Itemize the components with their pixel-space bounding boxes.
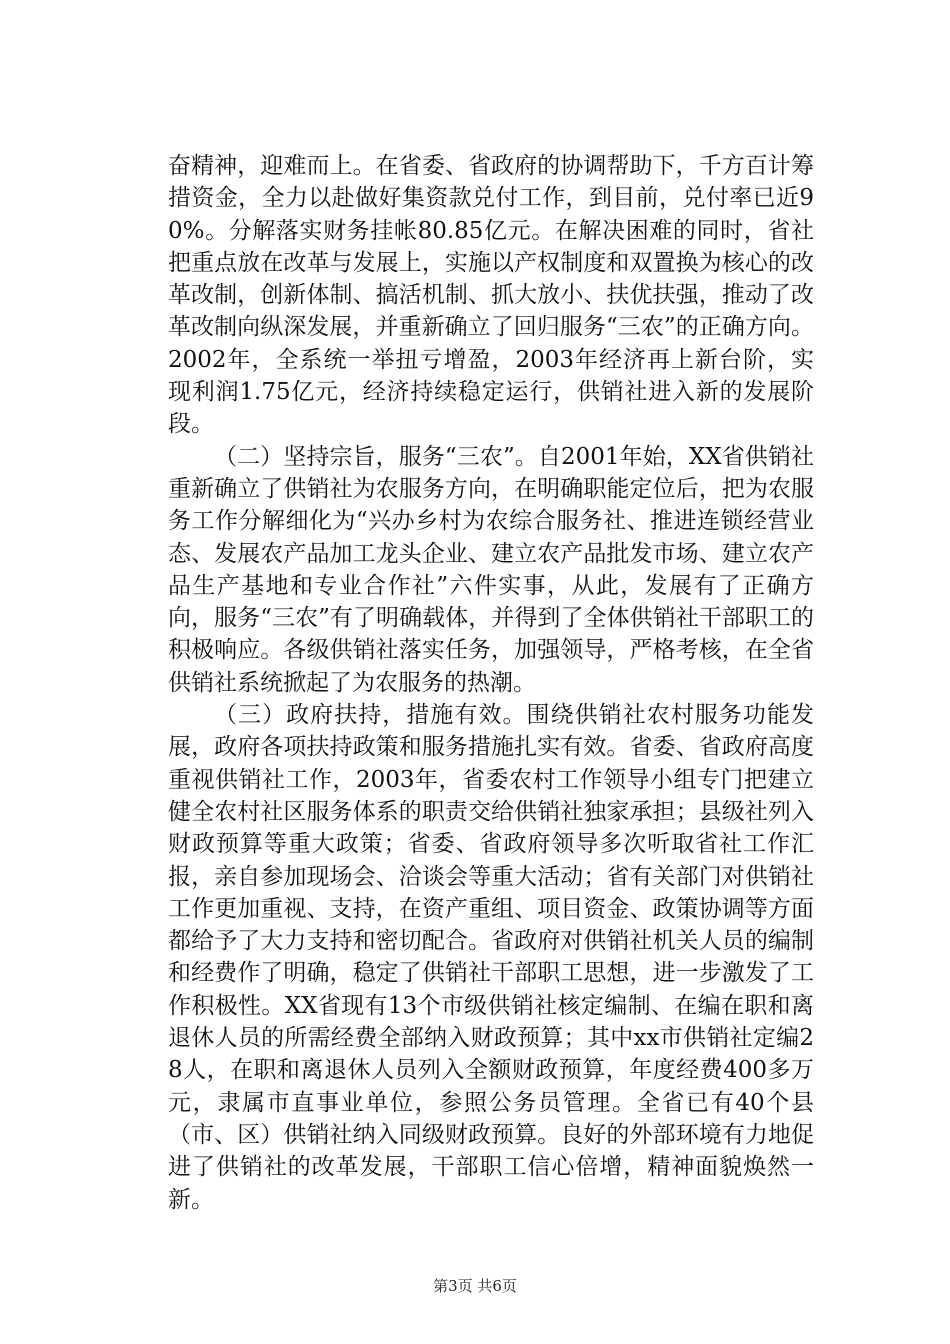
page-number-footer: 第3页 共6页 bbox=[433, 1277, 517, 1295]
paragraph-3: （三）政府扶持，措施有效。围绕供销社农村服务功能发展，政府各项扶持政策和服务措施扎实有效。省委、省政府高度重视供销社工作，2003年，省委农村工作领导小组专门把建立健全农村社区服务体系的职责交给供销社独家承担；县级社列入财政预算等重大政策；省委、省政府领导多次听取省社工作汇报，亲自参加现场会、洽谈会等重大活动；省有关部门对供销社工作更加重视、支持，在资产重组、项目资金、政策协调等方面都给予了大力支持和密切配合。省政府对供销社机关人员的编制和经费作了明确，稳定了供销社干部职工思想，进一步激发了工作积极性。XX省现有13个市级供销社核定编制、在编在职和离退休人员的所需经费全部纳入财政预算；其中xx市供销社定编28人，在职和离退休人员列入全额财政预算，年度经费400多万元，隶属市直事业单位，参照公务员管理。全省已有40个县（市、区）供销社纳入同级财政预算。良好的外部环境有力地促进了供销社的改革发展，干部职工信心倍增，精神面貌焕然一新。 bbox=[168, 702, 814, 1213]
paragraph-1: 奋精神，迎难而上。在省委、省政府的协调帮助下，千方百计筹措资金，全力以赴做好集资款兑付工作，到目前，兑付率已近90%。分解落实财务挂帐80.85亿元。在解决困难的同时，省社把重点放在改革与发展上，实施以产权制度和双置换为核心的改革改制，创新体制、搞活机制、抓大放小、扶优扶强，推动了改革改制向纵深发展，并重新确立了回归服务“三农”的正确方向。2002年，全系统一举扭亏增盈，2003年经济再上新台阶，实现利润1.75亿元，经济持续稳定运行，供销社进入新的发展阶段。 bbox=[168, 153, 814, 438]
paragraph-2: （二）坚持宗旨，服务“三农”。自2001年始，XX省供销社重新确立了供销社为农服务方向，在明确职能定位后，把为农服务工作分解细化为“兴办乡村为农综合服务社、推进连锁经营业态、发展农产品加工龙头企业、建立农产品批发市场、建立农产品生产基地和专业合作社”六件实事，从此，发展有了正确方向，服务“三农”有了明确载体，并得到了全体供销社干部职工的积极响应。各级供销社落实任务，加强领导，严格考核，在全省供销社系统掀起了为农服务的热潮。 bbox=[168, 443, 814, 696]
document-body bbox=[168, 150, 814, 1216]
